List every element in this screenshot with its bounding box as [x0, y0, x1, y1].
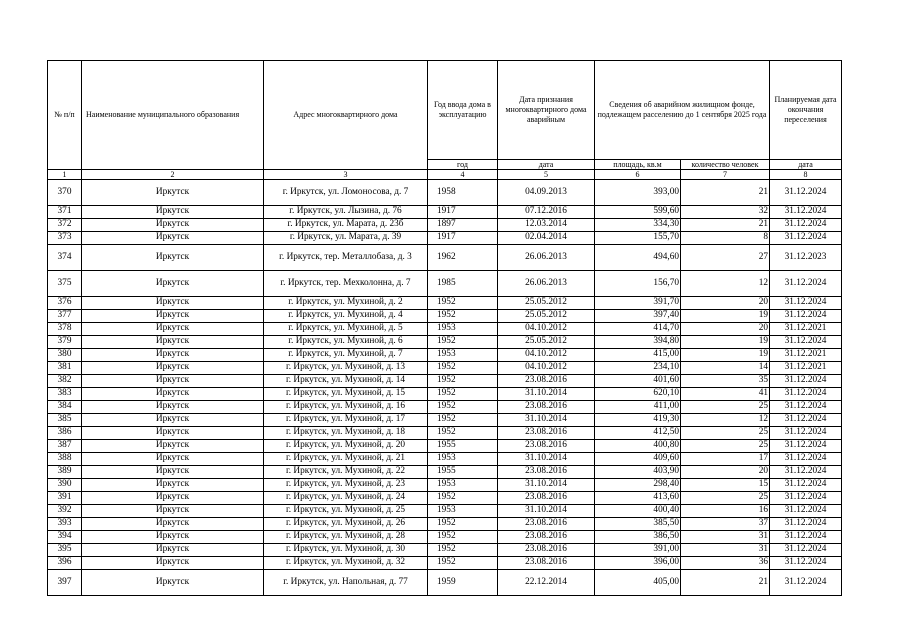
cell-people-count: 35	[681, 375, 770, 388]
cell-address: г. Иркутск, ул. Мухиной, д. 5	[264, 323, 428, 336]
cell-people-count: 15	[681, 479, 770, 492]
table-row	[48, 479, 842, 492]
cell-year-built: 1953	[428, 349, 498, 362]
cell-area: 412,50	[595, 427, 681, 440]
table-row	[48, 388, 842, 401]
cell-area: 419,30	[595, 414, 681, 427]
cell-municipality: Иркутск	[82, 440, 264, 453]
cell-people-count: 14	[681, 362, 770, 375]
table-row	[48, 362, 842, 375]
col-header-planned-end: Планируемая дата окончания переселения	[770, 61, 842, 160]
cell-area: 405,00	[595, 570, 681, 596]
cell-address: г. Иркутск, ул. Напольная, д. 77	[264, 570, 428, 596]
cell-row-number: 389	[48, 466, 82, 479]
cell-date-declared: 25.05.2012	[498, 336, 595, 349]
cell-area: 234,10	[595, 362, 681, 375]
cell-municipality: Иркутск	[82, 297, 264, 310]
cell-people-count: 19	[681, 336, 770, 349]
cell-date-declared: 23.08.2016	[498, 466, 595, 479]
subheader-year: год	[428, 160, 498, 170]
cell-municipality: Иркутск	[82, 518, 264, 531]
cell-year-built: 1952	[428, 414, 498, 427]
cell-municipality: Иркутск	[82, 414, 264, 427]
cell-row-number: 391	[48, 492, 82, 505]
cell-municipality: Иркутск	[82, 219, 264, 232]
table-row	[48, 401, 842, 414]
cell-date-declared: 04.10.2012	[498, 362, 595, 375]
cell-municipality: Иркутск	[82, 336, 264, 349]
cell-municipality: Иркутск	[82, 479, 264, 492]
cell-area: 413,60	[595, 492, 681, 505]
table-row	[48, 245, 842, 271]
cell-area: 396,00	[595, 557, 681, 570]
cell-municipality: Иркутск	[82, 232, 264, 245]
table-row	[48, 505, 842, 518]
cell-address: г. Иркутск, ул. Мухиной, д. 20	[264, 440, 428, 453]
cell-address: г. Иркутск, ул. Мухиной, д. 30	[264, 544, 428, 557]
cell-year-built: 1952	[428, 557, 498, 570]
col-header-date-declared: Дата признания многоквартирного дома аварийным	[498, 61, 595, 160]
cell-people-count: 20	[681, 297, 770, 310]
cell-planned-end-date: 31.12.2024	[770, 180, 842, 206]
cell-municipality: Иркутск	[82, 271, 264, 297]
cell-year-built: 1917	[428, 232, 498, 245]
cell-date-declared: 26.06.2013	[498, 245, 595, 271]
cell-address: г. Иркутск, ул. Мухиной, д. 22	[264, 466, 428, 479]
cell-planned-end-date: 31.12.2024	[770, 375, 842, 388]
table-row	[48, 531, 842, 544]
cell-date-declared: 31.10.2014	[498, 479, 595, 492]
cell-row-number: 377	[48, 310, 82, 323]
cell-area: 385,50	[595, 518, 681, 531]
cell-year-built: 1952	[428, 518, 498, 531]
cell-municipality: Иркутск	[82, 349, 264, 362]
column-number: 4	[428, 170, 498, 180]
cell-date-declared: 23.08.2016	[498, 544, 595, 557]
table-row	[48, 544, 842, 557]
cell-people-count: 41	[681, 388, 770, 401]
cell-date-declared: 31.10.2014	[498, 388, 595, 401]
cell-row-number: 379	[48, 336, 82, 349]
cell-date-declared: 04.10.2012	[498, 349, 595, 362]
cell-area: 411,00	[595, 401, 681, 414]
cell-area: 403,90	[595, 466, 681, 479]
cell-address: г. Иркутск, ул. Мухиной, д. 7	[264, 349, 428, 362]
cell-people-count: 19	[681, 310, 770, 323]
subheader-planned-date: дата	[770, 160, 842, 170]
cell-date-declared: 23.08.2016	[498, 557, 595, 570]
cell-planned-end-date: 31.12.2024	[770, 206, 842, 219]
cell-row-number: 373	[48, 232, 82, 245]
cell-planned-end-date: 31.12.2024	[770, 271, 842, 297]
cell-row-number: 372	[48, 219, 82, 232]
cell-municipality: Иркутск	[82, 453, 264, 466]
cell-address: г. Иркутск, ул. Мухиной, д. 23	[264, 479, 428, 492]
subheader-date: дата	[498, 160, 595, 170]
col-header-municipality: Наименование муниципального образования	[82, 61, 264, 170]
cell-address: г. Иркутск, ул. Марата, д. 23б	[264, 219, 428, 232]
cell-people-count: 32	[681, 206, 770, 219]
emergency-housing-table	[47, 60, 842, 596]
table-row	[48, 180, 842, 206]
table-body	[48, 180, 842, 596]
cell-year-built: 1952	[428, 362, 498, 375]
table-row	[48, 206, 842, 219]
cell-people-count: 19	[681, 349, 770, 362]
cell-address: г. Иркутск, ул. Мухиной, д. 15	[264, 388, 428, 401]
cell-planned-end-date: 31.12.2023	[770, 245, 842, 271]
cell-planned-end-date: 31.12.2024	[770, 505, 842, 518]
header-row	[48, 61, 842, 160]
cell-year-built: 1952	[428, 427, 498, 440]
cell-date-declared: 31.10.2014	[498, 505, 595, 518]
table-row	[48, 570, 842, 596]
cell-people-count: 20	[681, 466, 770, 479]
cell-area: 155,70	[595, 232, 681, 245]
cell-date-declared: 23.08.2016	[498, 440, 595, 453]
cell-address: г. Иркутск, ул. Лызина, д. 76	[264, 206, 428, 219]
cell-municipality: Иркутск	[82, 466, 264, 479]
cell-planned-end-date: 31.12.2024	[770, 401, 842, 414]
table-row	[48, 427, 842, 440]
cell-planned-end-date: 31.12.2021	[770, 349, 842, 362]
cell-planned-end-date: 31.12.2024	[770, 336, 842, 349]
cell-planned-end-date: 31.12.2024	[770, 531, 842, 544]
table-row	[48, 440, 842, 453]
cell-municipality: Иркутск	[82, 245, 264, 271]
cell-municipality: Иркутск	[82, 180, 264, 206]
cell-date-declared: 12.03.2014	[498, 219, 595, 232]
cell-people-count: 36	[681, 557, 770, 570]
cell-planned-end-date: 31.12.2024	[770, 492, 842, 505]
cell-address: г. Иркутск, ул. Мухиной, д. 32	[264, 557, 428, 570]
cell-year-built: 1959	[428, 570, 498, 596]
cell-planned-end-date: 31.12.2024	[770, 310, 842, 323]
cell-municipality: Иркутск	[82, 557, 264, 570]
cell-municipality: Иркутск	[82, 323, 264, 336]
cell-date-declared: 23.08.2016	[498, 427, 595, 440]
cell-date-declared: 23.08.2016	[498, 492, 595, 505]
cell-year-built: 1985	[428, 271, 498, 297]
table-row	[48, 271, 842, 297]
cell-row-number: 387	[48, 440, 82, 453]
cell-date-declared: 23.08.2016	[498, 531, 595, 544]
cell-planned-end-date: 31.12.2024	[770, 440, 842, 453]
cell-municipality: Иркутск	[82, 544, 264, 557]
cell-year-built: 1953	[428, 479, 498, 492]
cell-row-number: 395	[48, 544, 82, 557]
cell-year-built: 1952	[428, 544, 498, 557]
cell-address: г. Иркутск, ул. Мухиной, д. 4	[264, 310, 428, 323]
cell-year-built: 1958	[428, 180, 498, 206]
cell-row-number: 374	[48, 245, 82, 271]
cell-row-number: 378	[48, 323, 82, 336]
cell-people-count: 27	[681, 245, 770, 271]
cell-row-number: 375	[48, 271, 82, 297]
cell-row-number: 381	[48, 362, 82, 375]
cell-date-declared: 23.08.2016	[498, 518, 595, 531]
cell-row-number: 384	[48, 401, 82, 414]
cell-row-number: 383	[48, 388, 82, 401]
cell-address: г. Иркутск, ул. Мухиной, д. 17	[264, 414, 428, 427]
cell-area: 393,00	[595, 180, 681, 206]
cell-address: г. Иркутск, ул. Мухиной, д. 18	[264, 427, 428, 440]
cell-address: г. Иркутск, ул. Мухиной, д. 6	[264, 336, 428, 349]
cell-address: г. Иркутск, ул. Мухиной, д. 2	[264, 297, 428, 310]
cell-area: 494,60	[595, 245, 681, 271]
cell-planned-end-date: 31.12.2024	[770, 557, 842, 570]
cell-row-number: 394	[48, 531, 82, 544]
cell-municipality: Иркутск	[82, 505, 264, 518]
cell-planned-end-date: 31.12.2024	[770, 297, 842, 310]
cell-area: 386,50	[595, 531, 681, 544]
cell-municipality: Иркутск	[82, 362, 264, 375]
cell-address: г. Иркутск, ул. Мухиной, д. 16	[264, 401, 428, 414]
cell-area: 391,70	[595, 297, 681, 310]
subheader-people: количество человек	[681, 160, 770, 170]
cell-row-number: 370	[48, 180, 82, 206]
cell-area: 394,80	[595, 336, 681, 349]
cell-municipality: Иркутск	[82, 531, 264, 544]
cell-row-number: 392	[48, 505, 82, 518]
cell-date-declared: 25.05.2012	[498, 297, 595, 310]
cell-area: 415,00	[595, 349, 681, 362]
cell-area: 334,30	[595, 219, 681, 232]
cell-year-built: 1955	[428, 466, 498, 479]
cell-municipality: Иркутск	[82, 375, 264, 388]
column-number: 5	[498, 170, 595, 180]
cell-row-number: 376	[48, 297, 82, 310]
cell-year-built: 1953	[428, 505, 498, 518]
cell-address: г. Иркутск, ул. Мухиной, д. 21	[264, 453, 428, 466]
cell-municipality: Иркутск	[82, 570, 264, 596]
cell-address: г. Иркутск, ул. Мухиной, д. 25	[264, 505, 428, 518]
column-number: 6	[595, 170, 681, 180]
cell-planned-end-date: 31.12.2021	[770, 362, 842, 375]
cell-year-built: 1962	[428, 245, 498, 271]
cell-people-count: 37	[681, 518, 770, 531]
cell-municipality: Иркутск	[82, 206, 264, 219]
cell-year-built: 1952	[428, 401, 498, 414]
cell-planned-end-date: 31.12.2021	[770, 323, 842, 336]
cell-planned-end-date: 31.12.2024	[770, 544, 842, 557]
col-header-year-built: Год ввода дома в эксплуатацию	[428, 61, 498, 160]
cell-date-declared: 23.08.2016	[498, 401, 595, 414]
cell-address: г. Иркутск, ул. Мухиной, д. 26	[264, 518, 428, 531]
cell-people-count: 17	[681, 453, 770, 466]
cell-area: 620,10	[595, 388, 681, 401]
cell-municipality: Иркутск	[82, 310, 264, 323]
cell-date-declared: 23.08.2016	[498, 375, 595, 388]
cell-planned-end-date: 31.12.2024	[770, 414, 842, 427]
table-row	[48, 323, 842, 336]
cell-row-number: 382	[48, 375, 82, 388]
col-header-num: № п/п	[48, 61, 82, 170]
cell-people-count: 25	[681, 492, 770, 505]
table-row	[48, 492, 842, 505]
cell-people-count: 21	[681, 180, 770, 206]
cell-year-built: 1952	[428, 375, 498, 388]
table-row	[48, 518, 842, 531]
cell-planned-end-date: 31.12.2024	[770, 453, 842, 466]
table-row	[48, 336, 842, 349]
table-row	[48, 557, 842, 570]
table-row	[48, 453, 842, 466]
cell-planned-end-date: 31.12.2024	[770, 570, 842, 596]
cell-area: 156,70	[595, 271, 681, 297]
cell-address: г. Иркутск, тер. Металлобаза, д. 3	[264, 245, 428, 271]
column-number: 1	[48, 170, 82, 180]
cell-row-number: 380	[48, 349, 82, 362]
cell-area: 298,40	[595, 479, 681, 492]
cell-date-declared: 31.10.2014	[498, 453, 595, 466]
cell-address: г. Иркутск, ул. Мухиной, д. 28	[264, 531, 428, 544]
cell-municipality: Иркутск	[82, 427, 264, 440]
document-page	[47, 60, 842, 596]
cell-year-built: 1897	[428, 219, 498, 232]
cell-planned-end-date: 31.12.2024	[770, 466, 842, 479]
cell-year-built: 1953	[428, 323, 498, 336]
cell-people-count: 25	[681, 440, 770, 453]
cell-people-count: 21	[681, 570, 770, 596]
cell-year-built: 1952	[428, 310, 498, 323]
cell-area: 599,60	[595, 206, 681, 219]
cell-area: 401,60	[595, 375, 681, 388]
cell-year-built: 1952	[428, 492, 498, 505]
cell-planned-end-date: 31.12.2024	[770, 518, 842, 531]
cell-year-built: 1952	[428, 531, 498, 544]
column-number: 8	[770, 170, 842, 180]
cell-date-declared: 22.12.2014	[498, 570, 595, 596]
cell-date-declared: 04.09.2013	[498, 180, 595, 206]
cell-address: г. Иркутск, ул. Мухиной, д. 13	[264, 362, 428, 375]
cell-municipality: Иркутск	[82, 388, 264, 401]
cell-year-built: 1955	[428, 440, 498, 453]
cell-date-declared: 04.10.2012	[498, 323, 595, 336]
cell-area: 400,40	[595, 505, 681, 518]
table-row	[48, 310, 842, 323]
cell-area: 397,40	[595, 310, 681, 323]
table-row	[48, 349, 842, 362]
cell-date-declared: 31.10.2014	[498, 414, 595, 427]
cell-people-count: 8	[681, 232, 770, 245]
column-number: 3	[264, 170, 428, 180]
cell-address: г. Иркутск, ул. Мухиной, д. 14	[264, 375, 428, 388]
column-number: 7	[681, 170, 770, 180]
cell-people-count: 31	[681, 531, 770, 544]
cell-row-number: 397	[48, 570, 82, 596]
cell-year-built: 1917	[428, 206, 498, 219]
table-row	[48, 219, 842, 232]
table-row	[48, 414, 842, 427]
cell-planned-end-date: 31.12.2024	[770, 388, 842, 401]
cell-row-number: 390	[48, 479, 82, 492]
cell-people-count: 12	[681, 414, 770, 427]
column-number-row	[48, 170, 842, 180]
cell-municipality: Иркутск	[82, 492, 264, 505]
cell-people-count: 20	[681, 323, 770, 336]
cell-people-count: 21	[681, 219, 770, 232]
cell-planned-end-date: 31.12.2024	[770, 479, 842, 492]
cell-address: г. Иркутск, ул. Марата, д. 39	[264, 232, 428, 245]
cell-area: 400,80	[595, 440, 681, 453]
cell-people-count: 12	[681, 271, 770, 297]
cell-date-declared: 07.12.2016	[498, 206, 595, 219]
cell-date-declared: 26.06.2013	[498, 271, 595, 297]
cell-address: г. Иркутск, ул. Мухиной, д. 24	[264, 492, 428, 505]
cell-row-number: 371	[48, 206, 82, 219]
cell-year-built: 1952	[428, 297, 498, 310]
cell-people-count: 25	[681, 401, 770, 414]
table-row	[48, 297, 842, 310]
cell-people-count: 31	[681, 544, 770, 557]
cell-year-built: 1953	[428, 453, 498, 466]
cell-people-count: 16	[681, 505, 770, 518]
cell-row-number: 393	[48, 518, 82, 531]
cell-municipality: Иркутск	[82, 401, 264, 414]
col-header-emergency-info: Сведения об аварийном жилищном фонде, подлежащем расселению до 1 сентября 2025 года	[595, 61, 770, 160]
col-header-address: Адрес многоквартирного дома	[264, 61, 428, 170]
cell-row-number: 396	[48, 557, 82, 570]
cell-people-count: 25	[681, 427, 770, 440]
cell-row-number: 386	[48, 427, 82, 440]
cell-area: 414,70	[595, 323, 681, 336]
cell-date-declared: 25.05.2012	[498, 310, 595, 323]
cell-area: 409,60	[595, 453, 681, 466]
cell-area: 391,00	[595, 544, 681, 557]
cell-row-number: 385	[48, 414, 82, 427]
cell-planned-end-date: 31.12.2024	[770, 427, 842, 440]
table-row	[48, 466, 842, 479]
cell-year-built: 1952	[428, 388, 498, 401]
column-number: 2	[82, 170, 264, 180]
cell-row-number: 388	[48, 453, 82, 466]
cell-date-declared: 02.04.2014	[498, 232, 595, 245]
cell-address: г. Иркутск, ул. Ломоносова, д. 7	[264, 180, 428, 206]
table-row	[48, 375, 842, 388]
cell-planned-end-date: 31.12.2024	[770, 232, 842, 245]
subheader-area: площадь, кв.м	[595, 160, 681, 170]
cell-planned-end-date: 31.12.2024	[770, 219, 842, 232]
table-row	[48, 232, 842, 245]
cell-address: г. Иркутск, тер. Мехколонна, д. 7	[264, 271, 428, 297]
cell-year-built: 1952	[428, 336, 498, 349]
